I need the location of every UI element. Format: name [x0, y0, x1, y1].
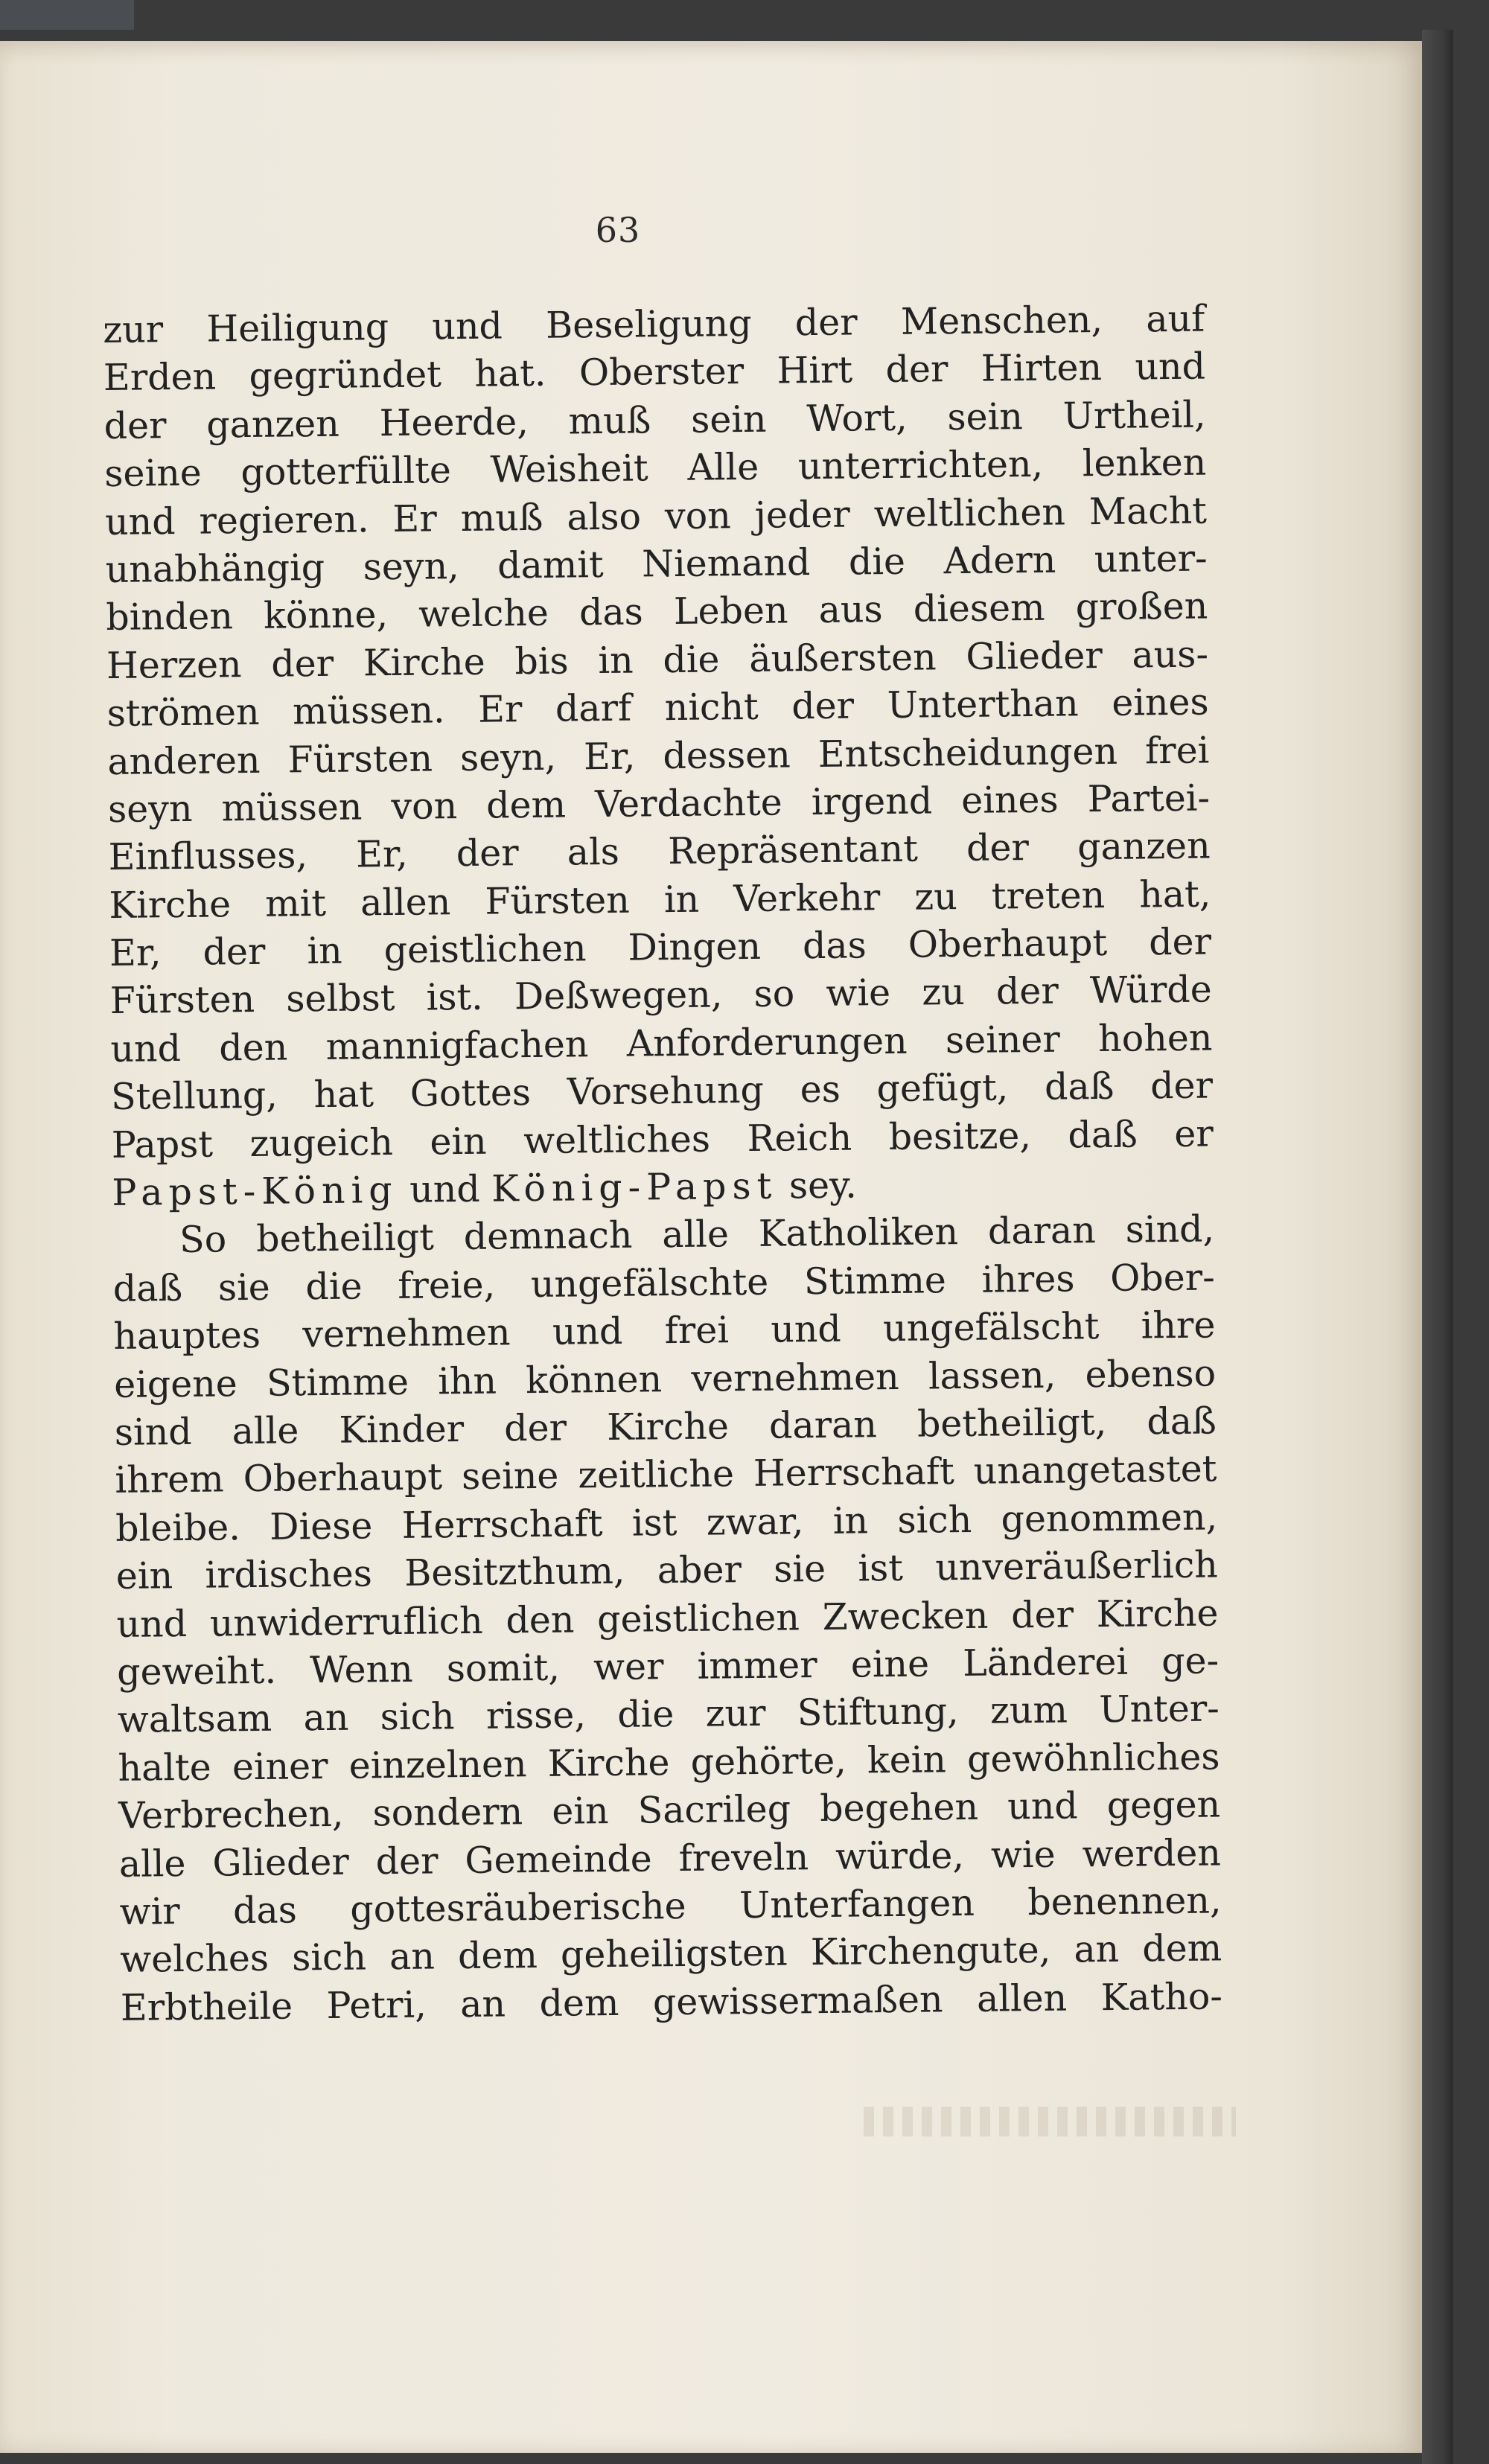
text-line: ein irdisches Besitzthum, aber sie ist unveräußerlich — [115, 1543, 1219, 1598]
text-line: waltsam an sich risse, die zur Stiftung, zum Unter- — [117, 1687, 1220, 1742]
page-number: 63 — [595, 210, 641, 250]
page-edge — [1422, 30, 1453, 2464]
text-line: halte einer einzelnen Kirche gehörte, kein gewöhnliches — [118, 1735, 1220, 1790]
text-line: Fürsten selbst ist. Deßwegen, so wie zu der Würde — [109, 968, 1212, 1023]
text-line: und unwiderruflich den geistlichen Zwecken der Kirche — [116, 1591, 1219, 1646]
text-line: strömen müssen. Er darf nicht der Unterthan eines — [106, 680, 1209, 735]
text-line: Erbtheile Petri, an dem gewissermaßen allen Katho- — [120, 1975, 1223, 2029]
text-line: bleibe. Diese Herrschaft ist zwar, in sich genommen, — [115, 1496, 1218, 1550]
text-line: binden könne, welche das Leben aus diesem großen — [106, 584, 1208, 639]
text-line: Erden gegründet hat. Oberster Hirt der Hirten und — [103, 345, 1206, 400]
text-line: ihrem Oberhaupt seine zeitliche Herrschaft unangetastet — [115, 1447, 1217, 1502]
text-line: zur Heiligung und Beseligung der Menschen, auf — [103, 297, 1205, 351]
text-line: unabhängig seyn, damit Niemand die Adern unter- — [105, 537, 1208, 591]
text-line: geweiht. Wenn somit, wer immer eine Länderei ge- — [116, 1639, 1219, 1694]
text-line: eigene Stimme ihn können vernehmen lassen, ebenso — [113, 1352, 1217, 1406]
text-line: Einflusses, Er, der als Repräsentant der ganzen — [108, 824, 1211, 879]
plain-phrase: und — [409, 1167, 480, 1211]
text-line: Herzen der Kirche bis in die äußersten Glieder aus- — [106, 633, 1209, 687]
text-line: Verbrechen, sondern ein Sacrileg begehen und gegen — [118, 1783, 1221, 1837]
text-line: hauptes vernehmen und frei und ungefälscht ihre — [113, 1303, 1216, 1359]
text-line: alle Glieder der Gemeinde freveln würde, wie werden — [118, 1831, 1222, 1886]
binding-edge — [0, 0, 134, 30]
text-line: seine gotterfüllte Weisheit Alle unterrichten, lenken — [104, 441, 1207, 496]
text-line: und regieren. Er muß also von jeder weltlichen Macht — [104, 489, 1208, 543]
text-line: wir das gottesräuberische Unterfangen benennen, — [119, 1879, 1222, 1933]
body-text — [103, 296, 1222, 2032]
text-line: Papst zugeich ein weltliches Reich besitze, daß er — [111, 1112, 1214, 1166]
text-line: Er, der in geistlichen Dingen das Oberhaupt der — [109, 920, 1212, 975]
spaced-phrase: Papst-König — [112, 1168, 398, 1214]
paragraph-start-line: So betheiligt demnach alle Katholiken daran sind, — [179, 1207, 1215, 1262]
text-line: welches sich an dem geheiligsten Kirchengute, an dem — [119, 1927, 1222, 1982]
text-line: und den mannigfachen Anforderungen seiner hohen — [110, 1016, 1213, 1070]
text-line: anderen Fürsten seyn, Er, dessen Entscheidungen frei — [107, 728, 1210, 783]
faded-bleed-through — [864, 2107, 1236, 2136]
text-line: seyn müssen von dem Verdachte irgend eines Partei- — [107, 776, 1211, 831]
text-line: daß sie die freie, ungefälschte Stimme ihres Ober- — [112, 1256, 1216, 1310]
plain-phrase: sey. — [788, 1164, 858, 1207]
text-line: sind alle Kinder der Kirche daran betheiligt, daß — [114, 1399, 1217, 1454]
text-line: Stellung, hat Gottes Vorsehung es gefügt, daß der — [110, 1064, 1214, 1119]
text-line: Kirche mit allen Fürsten in Verkehr zu treten hat, — [109, 872, 1211, 927]
text-line: der ganzen Heerde, muß sein Wort, sein Urtheil, — [103, 393, 1206, 447]
spaced-phrase: König-Papst — [491, 1164, 778, 1210]
